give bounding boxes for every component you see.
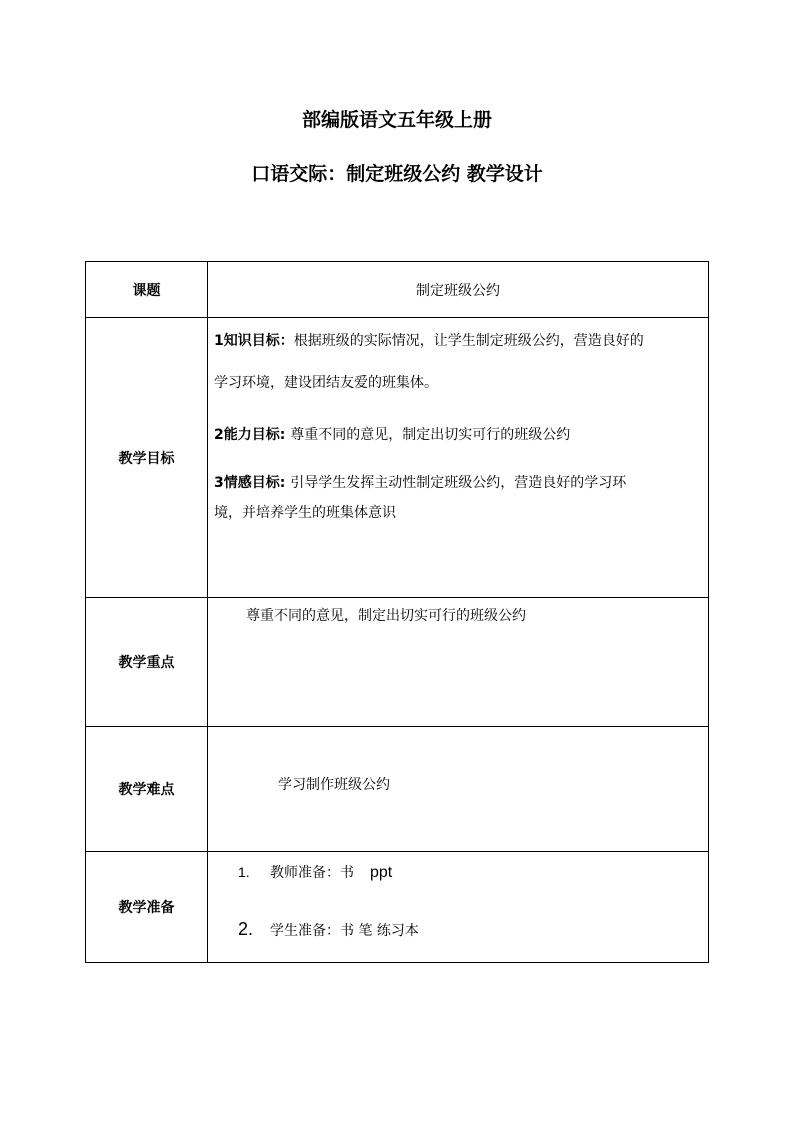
preparation-list (208, 852, 708, 943)
preparation-label: 教学准备 (86, 852, 208, 963)
key-point-label: 教学重点 (86, 598, 208, 727)
key-point-text: 尊重不同的意见，制定出切实可行的班级公约 (246, 608, 526, 624)
key-point-content (208, 598, 709, 727)
knowledge-goal-cont: 学习环境，建设团结友爱的班集体。 (214, 375, 438, 391)
table-row-goals (86, 318, 709, 598)
list-item-number: 1. (238, 864, 250, 880)
table-row-key-point (86, 598, 709, 727)
goals-label: 教学目标 (86, 318, 208, 598)
ability-goal (208, 414, 708, 456)
teacher-prep-text: 教师准备：书 (270, 865, 354, 881)
document-title: 部编版语文五年级上册 (301, 109, 492, 131)
difficulty-content (208, 727, 709, 852)
knowledge-goal-head: 1知识目标： (214, 333, 294, 349)
difficulty-label: 教学难点 (86, 727, 208, 852)
teacher-prep-extra: ppt (370, 864, 393, 881)
topic-value: 制定班级公约 (208, 262, 709, 318)
table-row-topic (86, 262, 709, 318)
emotion-goal-text-1: 引导学生发挥主动性制定班级公约，营造良好的学习环 (290, 475, 627, 491)
preparation-content (208, 852, 709, 963)
ability-goal-text: 尊重不同的意见，制定出切实可行的班级公约 (290, 427, 571, 443)
list-item (238, 860, 708, 885)
table-row-difficulty (86, 727, 709, 852)
table-row-preparation (86, 852, 709, 963)
document-subtitle: 口语交际：制定班级公约 教学设计 (251, 163, 543, 185)
ability-goal-head: 2能力目标: (214, 427, 291, 443)
knowledge-goal (208, 320, 708, 362)
list-item-number: 2. (238, 919, 254, 939)
list-item-text (270, 861, 392, 885)
topic-label: 课题 (86, 262, 208, 318)
lesson-plan-table (85, 261, 709, 963)
goals-content (208, 318, 709, 598)
difficulty-text: 学习制作班级公约 (278, 777, 390, 793)
emotion-goal-head: 3情感目标: (214, 475, 291, 491)
emotion-goal-cont: 境，并培养学生的班集体意识 (214, 505, 396, 521)
list-item (238, 917, 708, 943)
emotion-goal (208, 468, 708, 498)
knowledge-goal-text-1: 根据班级的实际情况，让学生制定班级公约，营造良好的 (293, 333, 644, 349)
student-prep-text: 学生准备：书 笔 练习本 (270, 923, 419, 939)
